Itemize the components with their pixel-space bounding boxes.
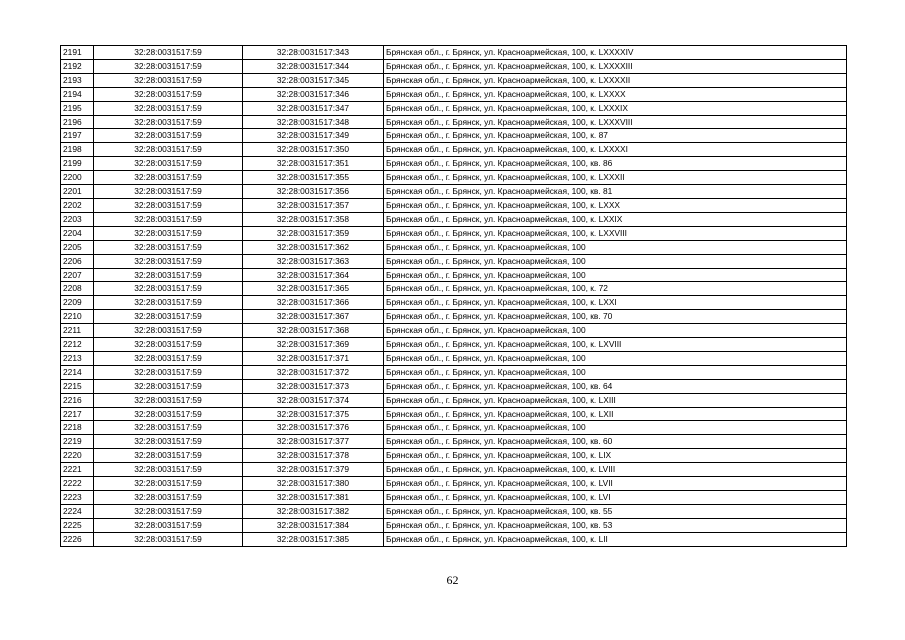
table-row bbox=[61, 338, 847, 352]
row-number-cell: 2219 bbox=[61, 435, 94, 449]
table-row bbox=[61, 226, 847, 240]
parcel-cadastral-number-cell: 32:28:0031517:59 bbox=[94, 338, 243, 352]
row-number-cell: 2224 bbox=[61, 504, 94, 518]
parcel-cadastral-number-cell: 32:28:0031517:59 bbox=[94, 365, 243, 379]
address-cell: Брянская обл., г. Брянск, ул. Красноармейская, 100, к. LXXXVIII bbox=[384, 115, 847, 129]
parcel-cadastral-number-cell: 32:28:0031517:59 bbox=[94, 477, 243, 491]
row-number-cell: 2221 bbox=[61, 463, 94, 477]
row-number-cell: 2195 bbox=[61, 101, 94, 115]
object-cadastral-number-cell: 32:28:0031517:343 bbox=[243, 46, 384, 60]
row-number-cell: 2196 bbox=[61, 115, 94, 129]
row-number-cell: 2225 bbox=[61, 518, 94, 532]
object-cadastral-number-cell: 32:28:0031517:349 bbox=[243, 129, 384, 143]
table-row bbox=[61, 73, 847, 87]
row-number-cell: 2223 bbox=[61, 491, 94, 505]
table-row bbox=[61, 143, 847, 157]
address-cell: Брянская обл., г. Брянск, ул. Красноармейская, 100, к. LXVIII bbox=[384, 338, 847, 352]
parcel-cadastral-number-cell: 32:28:0031517:59 bbox=[94, 449, 243, 463]
object-cadastral-number-cell: 32:28:0031517:366 bbox=[243, 296, 384, 310]
parcel-cadastral-number-cell: 32:28:0031517:59 bbox=[94, 532, 243, 546]
row-number-cell: 2194 bbox=[61, 87, 94, 101]
table-row bbox=[61, 351, 847, 365]
row-number-cell: 2220 bbox=[61, 449, 94, 463]
table-row bbox=[61, 379, 847, 393]
parcel-cadastral-number-cell: 32:28:0031517:59 bbox=[94, 407, 243, 421]
object-cadastral-number-cell: 32:28:0031517:363 bbox=[243, 254, 384, 268]
object-cadastral-number-cell: 32:28:0031517:385 bbox=[243, 532, 384, 546]
parcel-cadastral-number-cell: 32:28:0031517:59 bbox=[94, 59, 243, 73]
table-row bbox=[61, 421, 847, 435]
address-cell: Брянская обл., г. Брянск, ул. Красноармейская, 100, к. LXXX bbox=[384, 198, 847, 212]
address-cell: Брянская обл., г. Брянск, ул. Красноармейская, 100, к. LXXXX bbox=[384, 87, 847, 101]
row-number-cell: 2213 bbox=[61, 351, 94, 365]
registry-table-body bbox=[61, 46, 847, 547]
table-row bbox=[61, 477, 847, 491]
row-number-cell: 2211 bbox=[61, 324, 94, 338]
row-number-cell: 2207 bbox=[61, 268, 94, 282]
object-cadastral-number-cell: 32:28:0031517:346 bbox=[243, 87, 384, 101]
row-number-cell: 2201 bbox=[61, 185, 94, 199]
object-cadastral-number-cell: 32:28:0031517:380 bbox=[243, 477, 384, 491]
parcel-cadastral-number-cell: 32:28:0031517:59 bbox=[94, 171, 243, 185]
table-row bbox=[61, 296, 847, 310]
address-cell: Брянская обл., г. Брянск, ул. Красноармейская, 100, кв. 64 bbox=[384, 379, 847, 393]
object-cadastral-number-cell: 32:28:0031517:375 bbox=[243, 407, 384, 421]
parcel-cadastral-number-cell: 32:28:0031517:59 bbox=[94, 296, 243, 310]
table-row bbox=[61, 449, 847, 463]
address-cell: Брянская обл., г. Брянск, ул. Красноармейская, 100, к. LVI bbox=[384, 491, 847, 505]
parcel-cadastral-number-cell: 32:28:0031517:59 bbox=[94, 393, 243, 407]
row-number-cell: 2212 bbox=[61, 338, 94, 352]
row-number-cell: 2204 bbox=[61, 226, 94, 240]
address-cell: Брянская обл., г. Брянск, ул. Красноармейская, 100 bbox=[384, 268, 847, 282]
address-cell: Брянская обл., г. Брянск, ул. Красноармейская, 100 bbox=[384, 421, 847, 435]
parcel-cadastral-number-cell: 32:28:0031517:59 bbox=[94, 491, 243, 505]
parcel-cadastral-number-cell: 32:28:0031517:59 bbox=[94, 73, 243, 87]
parcel-cadastral-number-cell: 32:28:0031517:59 bbox=[94, 504, 243, 518]
address-cell: Брянская обл., г. Брянск, ул. Красноармейская, 100, кв. 53 bbox=[384, 518, 847, 532]
parcel-cadastral-number-cell: 32:28:0031517:59 bbox=[94, 463, 243, 477]
parcel-cadastral-number-cell: 32:28:0031517:59 bbox=[94, 421, 243, 435]
address-cell: Брянская обл., г. Брянск, ул. Красноармейская, 100, к. LXXIX bbox=[384, 212, 847, 226]
page-number: 62 bbox=[446, 573, 459, 587]
table-row bbox=[61, 463, 847, 477]
table-row bbox=[61, 365, 847, 379]
object-cadastral-number-cell: 32:28:0031517:355 bbox=[243, 171, 384, 185]
address-cell: Брянская обл., г. Брянск, ул. Красноармейская, 100 bbox=[384, 351, 847, 365]
table-row bbox=[61, 198, 847, 212]
table-row bbox=[61, 185, 847, 199]
object-cadastral-number-cell: 32:28:0031517:376 bbox=[243, 421, 384, 435]
parcel-cadastral-number-cell: 32:28:0031517:59 bbox=[94, 282, 243, 296]
table-row bbox=[61, 87, 847, 101]
object-cadastral-number-cell: 32:28:0031517:368 bbox=[243, 324, 384, 338]
row-number-cell: 2192 bbox=[61, 59, 94, 73]
parcel-cadastral-number-cell: 32:28:0031517:59 bbox=[94, 240, 243, 254]
object-cadastral-number-cell: 32:28:0031517:356 bbox=[243, 185, 384, 199]
parcel-cadastral-number-cell: 32:28:0031517:59 bbox=[94, 435, 243, 449]
row-number-cell: 2226 bbox=[61, 532, 94, 546]
row-number-cell: 2216 bbox=[61, 393, 94, 407]
object-cadastral-number-cell: 32:28:0031517:378 bbox=[243, 449, 384, 463]
row-number-cell: 2209 bbox=[61, 296, 94, 310]
parcel-cadastral-number-cell: 32:28:0031517:59 bbox=[94, 254, 243, 268]
object-cadastral-number-cell: 32:28:0031517:348 bbox=[243, 115, 384, 129]
parcel-cadastral-number-cell: 32:28:0031517:59 bbox=[94, 324, 243, 338]
parcel-cadastral-number-cell: 32:28:0031517:59 bbox=[94, 518, 243, 532]
parcel-cadastral-number-cell: 32:28:0031517:59 bbox=[94, 115, 243, 129]
table-row bbox=[61, 46, 847, 60]
parcel-cadastral-number-cell: 32:28:0031517:59 bbox=[94, 185, 243, 199]
row-number-cell: 2217 bbox=[61, 407, 94, 421]
address-cell: Брянская обл., г. Брянск, ул. Красноармейская, 100, кв. 60 bbox=[384, 435, 847, 449]
object-cadastral-number-cell: 32:28:0031517:382 bbox=[243, 504, 384, 518]
table-row bbox=[61, 115, 847, 129]
row-number-cell: 2214 bbox=[61, 365, 94, 379]
table-row bbox=[61, 310, 847, 324]
table-row bbox=[61, 157, 847, 171]
row-number-cell: 2193 bbox=[61, 73, 94, 87]
object-cadastral-number-cell: 32:28:0031517:377 bbox=[243, 435, 384, 449]
address-cell: Брянская обл., г. Брянск, ул. Красноармейская, 100, к. LXXXIX bbox=[384, 101, 847, 115]
table-row bbox=[61, 393, 847, 407]
parcel-cadastral-number-cell: 32:28:0031517:59 bbox=[94, 226, 243, 240]
table-row bbox=[61, 324, 847, 338]
parcel-cadastral-number-cell: 32:28:0031517:59 bbox=[94, 268, 243, 282]
address-cell: Брянская обл., г. Брянск, ул. Красноармейская, 100, к. LXXI bbox=[384, 296, 847, 310]
row-number-cell: 2197 bbox=[61, 129, 94, 143]
object-cadastral-number-cell: 32:28:0031517:373 bbox=[243, 379, 384, 393]
object-cadastral-number-cell: 32:28:0031517:359 bbox=[243, 226, 384, 240]
address-cell: Брянская обл., г. Брянск, ул. Красноармейская, 100 bbox=[384, 254, 847, 268]
address-cell: Брянская обл., г. Брянск, ул. Красноармейская, 100, кв. 81 bbox=[384, 185, 847, 199]
address-cell: Брянская обл., г. Брянск, ул. Красноармейская, 100, к. 87 bbox=[384, 129, 847, 143]
table-row bbox=[61, 532, 847, 546]
table-row bbox=[61, 101, 847, 115]
object-cadastral-number-cell: 32:28:0031517:374 bbox=[243, 393, 384, 407]
address-cell: Брянская обл., г. Брянск, ул. Красноармейская, 100, к. LVII bbox=[384, 477, 847, 491]
table-row bbox=[61, 518, 847, 532]
parcel-cadastral-number-cell: 32:28:0031517:59 bbox=[94, 129, 243, 143]
registry-table bbox=[60, 45, 847, 547]
address-cell: Брянская обл., г. Брянск, ул. Красноармейская, 100, к. LXXXII bbox=[384, 171, 847, 185]
table-row bbox=[61, 240, 847, 254]
address-cell: Брянская обл., г. Брянск, ул. Красноармейская, 100, к. LXIII bbox=[384, 393, 847, 407]
table-row bbox=[61, 504, 847, 518]
table-row bbox=[61, 254, 847, 268]
address-cell: Брянская обл., г. Брянск, ул. Красноармейская, 100, к. LXXXXI bbox=[384, 143, 847, 157]
row-number-cell: 2206 bbox=[61, 254, 94, 268]
row-number-cell: 2198 bbox=[61, 143, 94, 157]
object-cadastral-number-cell: 32:28:0031517:362 bbox=[243, 240, 384, 254]
address-cell: Брянская обл., г. Брянск, ул. Красноармейская, 100, к. LVIII bbox=[384, 463, 847, 477]
address-cell: Брянская обл., г. Брянск, ул. Красноармейская, 100 bbox=[384, 365, 847, 379]
address-cell: Брянская обл., г. Брянск, ул. Красноармейская, 100, к. LII bbox=[384, 532, 847, 546]
table-row bbox=[61, 212, 847, 226]
table-row bbox=[61, 282, 847, 296]
object-cadastral-number-cell: 32:28:0031517:372 bbox=[243, 365, 384, 379]
parcel-cadastral-number-cell: 32:28:0031517:59 bbox=[94, 351, 243, 365]
object-cadastral-number-cell: 32:28:0031517:369 bbox=[243, 338, 384, 352]
row-number-cell: 2199 bbox=[61, 157, 94, 171]
address-cell: Брянская обл., г. Брянск, ул. Красноармейская, 100, к. LXXXXIII bbox=[384, 59, 847, 73]
parcel-cadastral-number-cell: 32:28:0031517:59 bbox=[94, 310, 243, 324]
address-cell: Брянская обл., г. Брянск, ул. Красноармейская, 100, к. LXII bbox=[384, 407, 847, 421]
table-row bbox=[61, 268, 847, 282]
parcel-cadastral-number-cell: 32:28:0031517:59 bbox=[94, 157, 243, 171]
address-cell: Брянская обл., г. Брянск, ул. Красноармейская, 100, к. LXXVIII bbox=[384, 226, 847, 240]
address-cell: Брянская обл., г. Брянск, ул. Красноармейская, 100, кв. 70 bbox=[384, 310, 847, 324]
address-cell: Брянская обл., г. Брянск, ул. Красноармейская, 100, кв. 86 bbox=[384, 157, 847, 171]
row-number-cell: 2208 bbox=[61, 282, 94, 296]
address-cell: Брянская обл., г. Брянск, ул. Красноармейская, 100, к. 72 bbox=[384, 282, 847, 296]
object-cadastral-number-cell: 32:28:0031517:358 bbox=[243, 212, 384, 226]
object-cadastral-number-cell: 32:28:0031517:379 bbox=[243, 463, 384, 477]
object-cadastral-number-cell: 32:28:0031517:344 bbox=[243, 59, 384, 73]
parcel-cadastral-number-cell: 32:28:0031517:59 bbox=[94, 87, 243, 101]
parcel-cadastral-number-cell: 32:28:0031517:59 bbox=[94, 212, 243, 226]
parcel-cadastral-number-cell: 32:28:0031517:59 bbox=[94, 379, 243, 393]
row-number-cell: 2215 bbox=[61, 379, 94, 393]
table-row bbox=[61, 171, 847, 185]
object-cadastral-number-cell: 32:28:0031517:365 bbox=[243, 282, 384, 296]
row-number-cell: 2200 bbox=[61, 171, 94, 185]
address-cell: Брянская обл., г. Брянск, ул. Красноармейская, 100, к. LXXXXII bbox=[384, 73, 847, 87]
address-cell: Брянская обл., г. Брянск, ул. Красноармейская, 100, к. LIX bbox=[384, 449, 847, 463]
address-cell: Брянская обл., г. Брянск, ул. Красноармейская, 100, кв. 55 bbox=[384, 504, 847, 518]
address-cell: Брянская обл., г. Брянск, ул. Красноармейская, 100, к. LXXXXIV bbox=[384, 46, 847, 60]
object-cadastral-number-cell: 32:28:0031517:364 bbox=[243, 268, 384, 282]
address-cell: Брянская обл., г. Брянск, ул. Красноармейская, 100 bbox=[384, 240, 847, 254]
object-cadastral-number-cell: 32:28:0031517:347 bbox=[243, 101, 384, 115]
object-cadastral-number-cell: 32:28:0031517:384 bbox=[243, 518, 384, 532]
row-number-cell: 2203 bbox=[61, 212, 94, 226]
object-cadastral-number-cell: 32:28:0031517:381 bbox=[243, 491, 384, 505]
object-cadastral-number-cell: 32:28:0031517:357 bbox=[243, 198, 384, 212]
row-number-cell: 2191 bbox=[61, 46, 94, 60]
row-number-cell: 2218 bbox=[61, 421, 94, 435]
table-row bbox=[61, 407, 847, 421]
object-cadastral-number-cell: 32:28:0031517:345 bbox=[243, 73, 384, 87]
object-cadastral-number-cell: 32:28:0031517:350 bbox=[243, 143, 384, 157]
table-row bbox=[61, 435, 847, 449]
parcel-cadastral-number-cell: 32:28:0031517:59 bbox=[94, 198, 243, 212]
parcel-cadastral-number-cell: 32:28:0031517:59 bbox=[94, 46, 243, 60]
address-cell: Брянская обл., г. Брянск, ул. Красноармейская, 100 bbox=[384, 324, 847, 338]
row-number-cell: 2210 bbox=[61, 310, 94, 324]
table-row bbox=[61, 491, 847, 505]
object-cadastral-number-cell: 32:28:0031517:351 bbox=[243, 157, 384, 171]
object-cadastral-number-cell: 32:28:0031517:367 bbox=[243, 310, 384, 324]
table-row bbox=[61, 59, 847, 73]
row-number-cell: 2202 bbox=[61, 198, 94, 212]
parcel-cadastral-number-cell: 32:28:0031517:59 bbox=[94, 101, 243, 115]
table-row bbox=[61, 129, 847, 143]
row-number-cell: 2222 bbox=[61, 477, 94, 491]
parcel-cadastral-number-cell: 32:28:0031517:59 bbox=[94, 143, 243, 157]
row-number-cell: 2205 bbox=[61, 240, 94, 254]
object-cadastral-number-cell: 32:28:0031517:371 bbox=[243, 351, 384, 365]
